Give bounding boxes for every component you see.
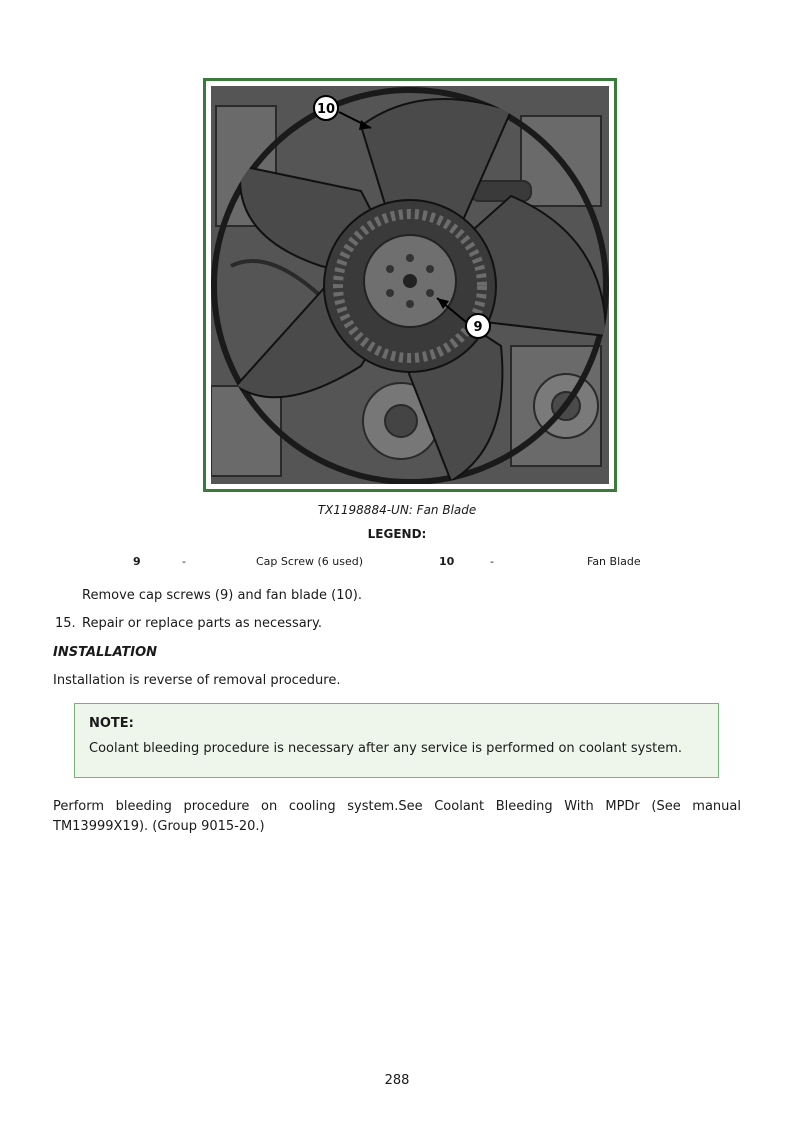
fan-blade-illustration — [211, 86, 609, 484]
legend-item-9-number: 9 — [133, 555, 141, 568]
legend-item-10-description: Fan Blade — [587, 555, 641, 568]
callout-10-label: 10 — [316, 102, 336, 117]
note-title: NOTE: — [89, 716, 134, 731]
legend-item-10-dash: - — [490, 555, 494, 568]
installation-heading: INSTALLATION — [53, 645, 158, 660]
figure-caption: TX1198884-UN: Fan Blade — [317, 503, 477, 517]
note-text: Coolant bleeding procedure is necessary after any service is performed on coolant system. — [89, 741, 683, 756]
callout-9-label: 9 — [473, 320, 483, 335]
step-14-text: Remove cap screws (9) and fan blade (10). — [82, 588, 362, 603]
installation-text: Installation is reverse of removal procedure. — [53, 673, 341, 688]
legend-item-9-description: Cap Screw (6 used) — [256, 555, 364, 568]
legend-item-10-number: 10 — [439, 555, 455, 568]
bleeding-procedure-paragraph: Perform bleeding procedure on cooling system.See Coolant Bleeding With MPDr (See manual TM13999X19). (Group 9015-20.) — [53, 799, 741, 834]
fan-hub — [324, 200, 496, 372]
step-15-number: 15. — [55, 616, 76, 631]
page-number: 288 — [384, 1073, 410, 1088]
fan-blade-figure — [203, 78, 617, 492]
step-15-text: Repair or replace parts as necessary. — [82, 616, 322, 631]
legend-item-9-dash: - — [182, 555, 186, 568]
note-box — [74, 703, 719, 778]
legend-title: LEGEND: — [367, 527, 427, 541]
